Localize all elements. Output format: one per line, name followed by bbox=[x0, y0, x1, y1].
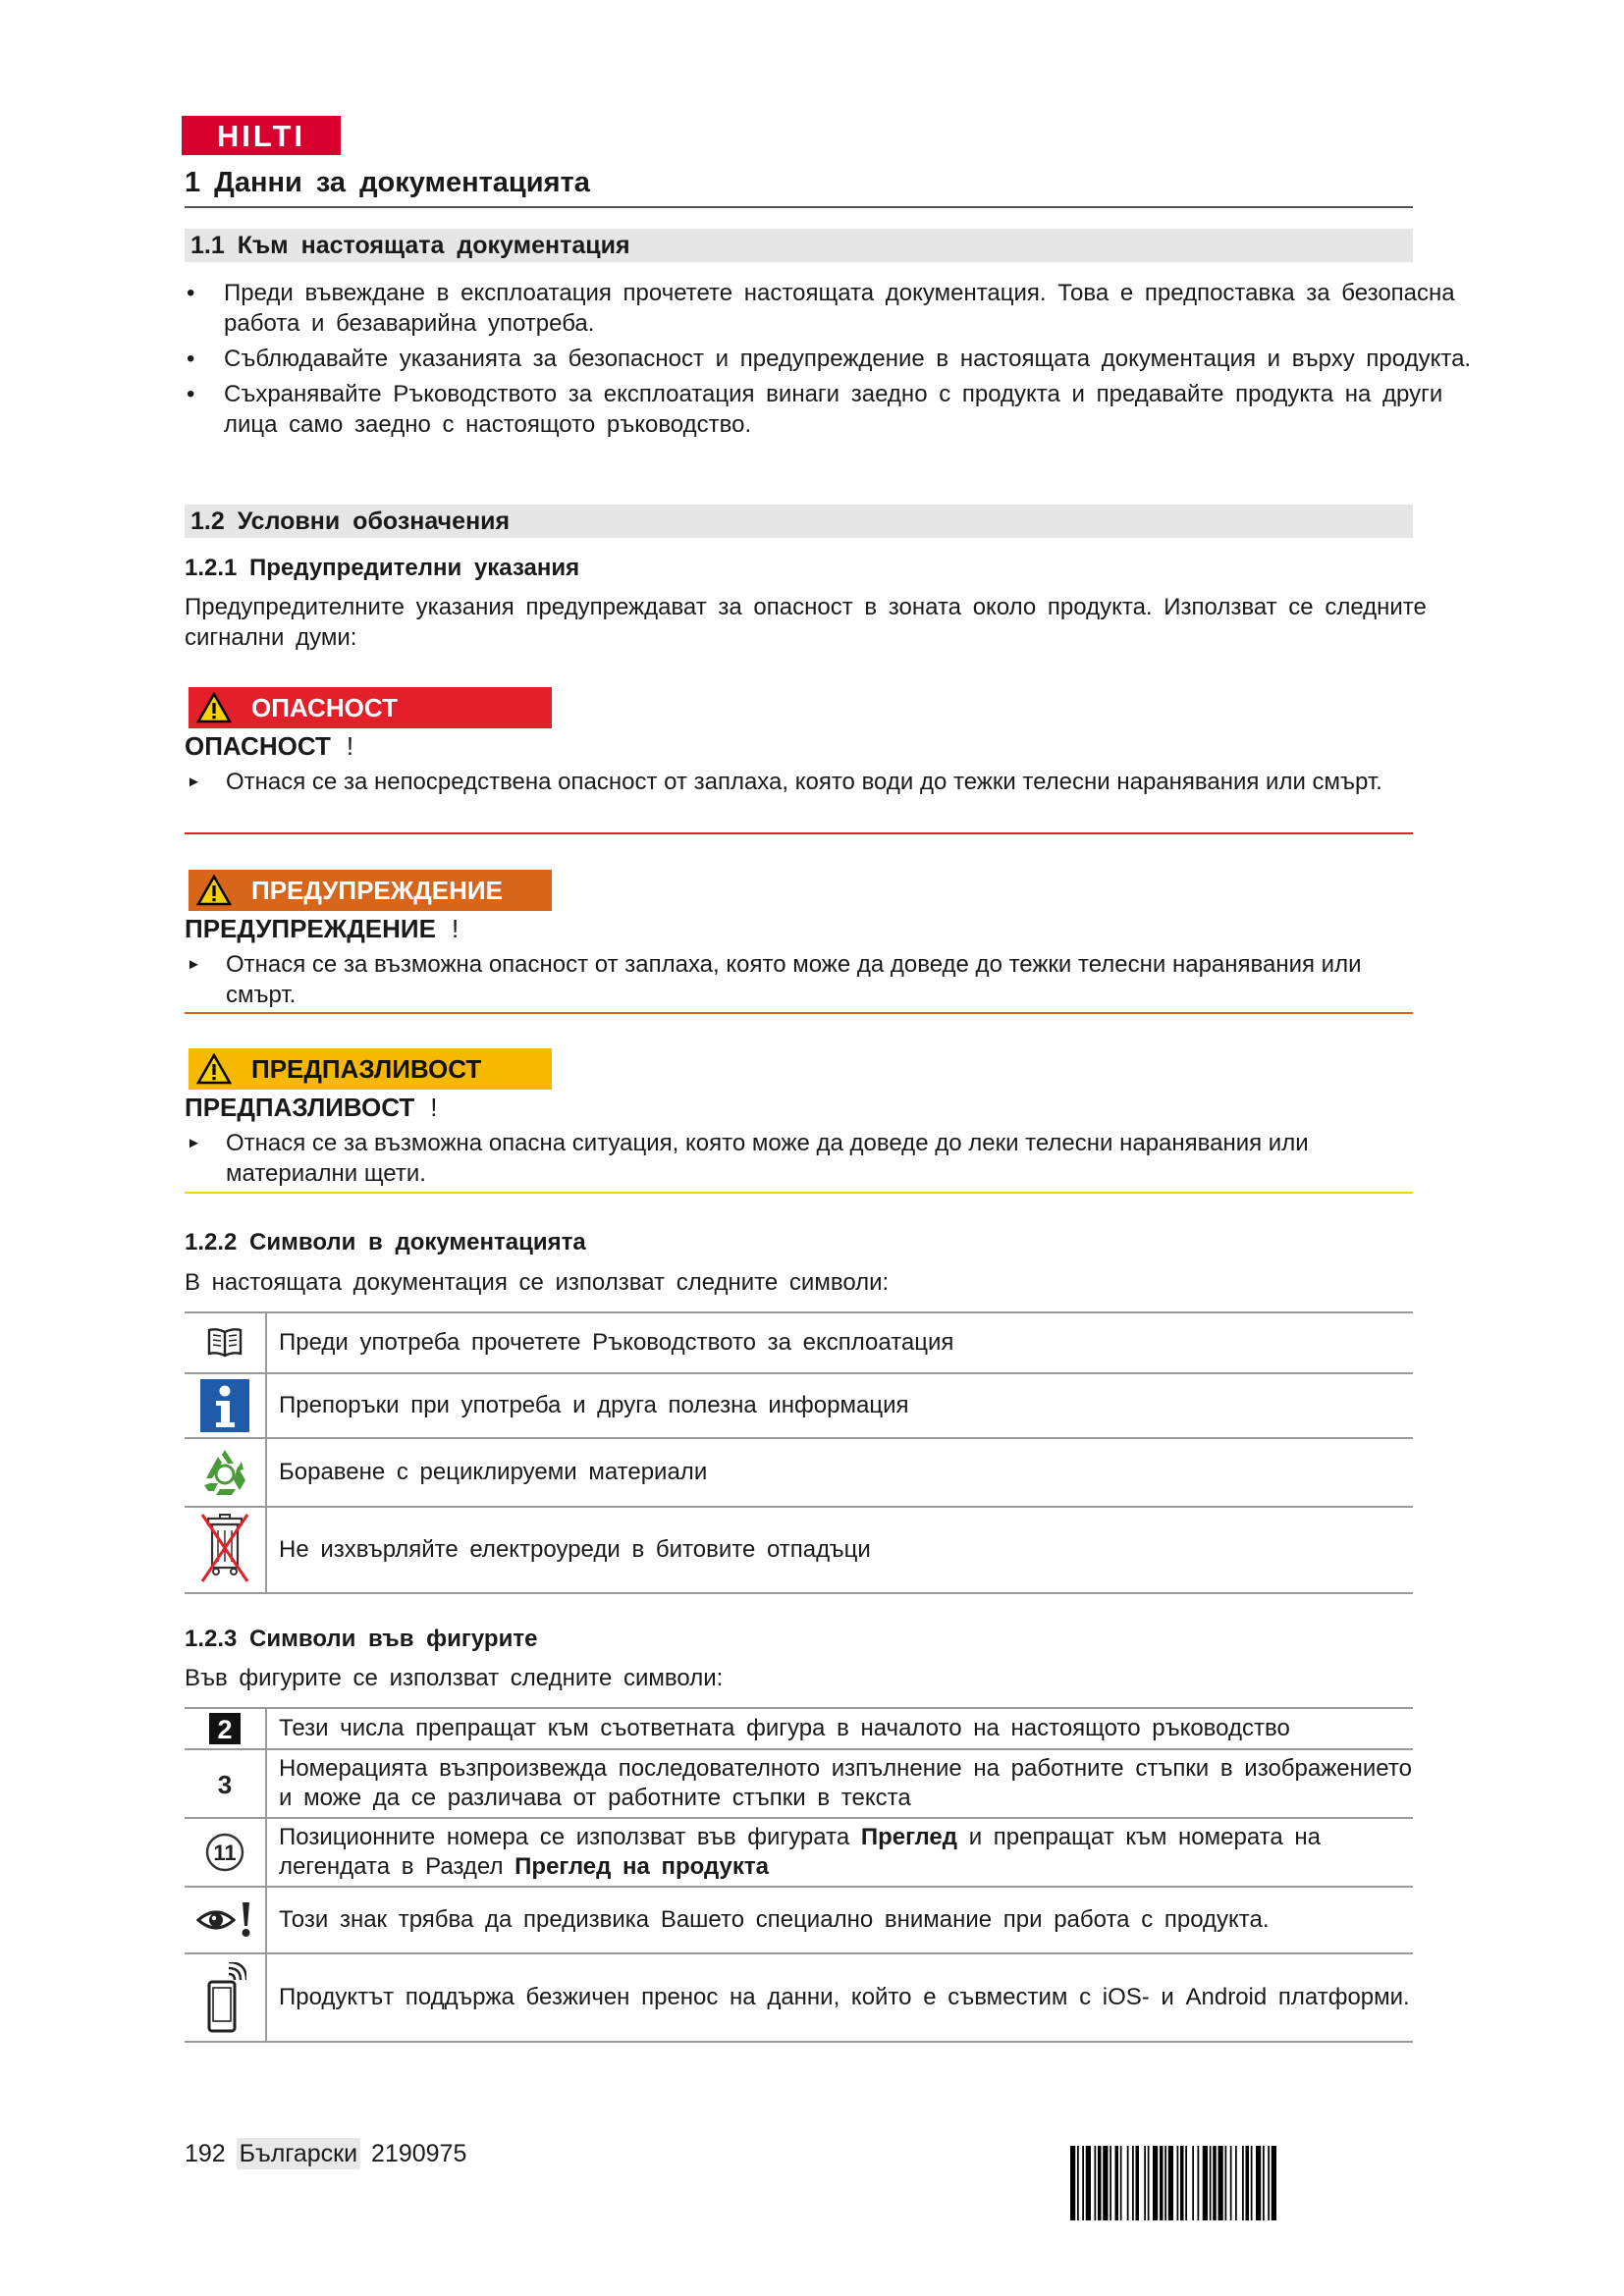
danger-rule bbox=[185, 832, 1413, 834]
wireless-phone-icon bbox=[203, 1962, 246, 2033]
barcode-bar bbox=[1168, 2146, 1173, 2220]
barcode-bar bbox=[1213, 2146, 1217, 2220]
table-row bbox=[185, 1373, 1413, 1438]
chapter-heading: 1 Данни за документацията bbox=[185, 167, 590, 198]
table-row bbox=[185, 1818, 1413, 1887]
barcode-bar bbox=[1198, 2146, 1200, 2220]
figure-number-icon bbox=[209, 1713, 241, 1744]
footer-language: Български bbox=[237, 2138, 360, 2169]
figure-symbols-table bbox=[185, 1707, 1413, 2043]
page-footer bbox=[185, 2140, 466, 2168]
warning-word: ПРЕДУПРЕЖДЕНИЕ ! bbox=[185, 914, 460, 943]
crossed-bin-icon bbox=[200, 1513, 249, 1587]
barcode-bar bbox=[1256, 2146, 1261, 2220]
section-1-1-heading: 1.1 Към настоящата документация bbox=[185, 229, 1413, 262]
warning-description: ► Отнася се за възможна опасност от заплаха, която може да доведе до тежки телесни наранявания или смърт. bbox=[187, 951, 1362, 1008]
bullet-item: • Съблюдавайте указанията за безопасност и предупреждение в настоящата документация и върху продукта. bbox=[185, 344, 1490, 374]
hilti-logo: HILTI bbox=[182, 116, 341, 155]
figure-symbols-intro: Във фигурите се използват следните символи: bbox=[185, 1665, 724, 1691]
warning-signal-bar: ПРЕДУПРЕЖДЕНИЕ bbox=[189, 870, 552, 911]
danger-description: ► Отнася се за непосредствена опасност от заплаха, която води до тежки телесни наранявания или смърт. bbox=[187, 769, 1382, 795]
attention-eye-icon bbox=[196, 1900, 253, 1940]
barcode-bar bbox=[1235, 2146, 1237, 2220]
table-row bbox=[185, 1887, 1413, 1953]
caution-rule bbox=[185, 1192, 1413, 1194]
section-1-2-heading: 1.2 Условни обозначения bbox=[185, 505, 1413, 538]
warning-triangle-icon bbox=[196, 1053, 232, 1085]
doc-symbols-intro: В настоящата документация се използват следните символи: bbox=[185, 1269, 890, 1296]
doc-number: 2190975 bbox=[371, 2140, 467, 2167]
doc-symbols-table bbox=[185, 1311, 1413, 1594]
barcode-bar bbox=[1136, 2146, 1140, 2220]
barcode-bar bbox=[1218, 2146, 1223, 2220]
figure-number-badge: 2 bbox=[217, 1715, 233, 1744]
barcode-bar bbox=[1230, 2146, 1232, 2220]
barcode-bar bbox=[1086, 2146, 1091, 2220]
caution-signal-bar: ПРЕДПАЗЛИВОСТ bbox=[189, 1048, 552, 1090]
barcode-bar bbox=[1082, 2146, 1084, 2220]
barcode-bar bbox=[1103, 2146, 1108, 2220]
symbol-description: Продуктът поддържа безжичен пренос на данни, който е съвместим с iOS- и Android платформи. bbox=[266, 1953, 1413, 2042]
barcode-bar bbox=[1144, 2146, 1146, 2220]
barcode-bar bbox=[1251, 2146, 1253, 2220]
barcode-bar bbox=[1070, 2146, 1075, 2220]
position-number-badge: 11 bbox=[213, 1841, 237, 1865]
symbol-description: Преди употреба прочетете Ръководството за експлоатация bbox=[266, 1312, 1413, 1373]
barcode-bar bbox=[1242, 2146, 1244, 2220]
barcode-bar bbox=[1164, 2146, 1166, 2220]
bullet-item: • Съхранявайте Ръководството за експлоатация винаги заедно с продукта и предавайте продукта на други лица само заедно с настоящото ръководство. bbox=[185, 379, 1490, 440]
barcode-bar bbox=[1132, 2146, 1134, 2220]
danger-word: ОПАСНОСТ ! bbox=[185, 731, 354, 761]
barcode-bar bbox=[1148, 2146, 1150, 2220]
table-row bbox=[185, 1749, 1413, 1818]
warnings-intro: Предупредителните указания предупреждават за опасност в зоната около продукта. Използват се следните сигнални думи: bbox=[185, 594, 1427, 651]
barcode-bar bbox=[1268, 2146, 1270, 2220]
barcode-bar bbox=[1210, 2146, 1212, 2220]
table-row bbox=[185, 1708, 1413, 1749]
symbol-description: Този знак трябва да предизвика Вашето специално внимание при работа с продукта. bbox=[266, 1887, 1413, 1953]
barcode-bar bbox=[1185, 2146, 1187, 2220]
warning-triangle-icon bbox=[196, 875, 232, 906]
barcode-bar bbox=[1098, 2146, 1102, 2220]
symbol-description: Тези числа препращат към съответната фигура в началото на настоящото ръководство bbox=[266, 1708, 1413, 1749]
barcode-bar bbox=[1160, 2146, 1164, 2220]
step-number-badge: 3 bbox=[217, 1770, 233, 1799]
page-number: 192 bbox=[185, 2140, 226, 2167]
barcode-bar bbox=[1115, 2146, 1119, 2220]
barcode-bar bbox=[1180, 2146, 1184, 2220]
barcode-bar bbox=[1203, 2146, 1208, 2220]
caution-description: ► Отнася се за възможна опасна ситуация, която може да доведе до леки телесни наранявания или материални щети. bbox=[187, 1130, 1309, 1187]
table-row bbox=[185, 1438, 1413, 1507]
symbol-description: Позиционните номера се използват във фигурата Преглед и препращат към номерата на легендата в Раздел Преглед на продукта bbox=[266, 1818, 1413, 1887]
symbol-description: Препоръки при употреба и друга полезна информация bbox=[266, 1373, 1413, 1438]
position-number-icon bbox=[204, 1832, 245, 1873]
table-row bbox=[185, 1507, 1413, 1593]
barcode-bar bbox=[1272, 2146, 1276, 2220]
table-row bbox=[185, 1312, 1413, 1373]
documentation-bullets bbox=[185, 278, 1490, 445]
recycle-icon bbox=[198, 1446, 251, 1499]
chapter-divider bbox=[185, 206, 1413, 208]
warning-rule bbox=[185, 1012, 1413, 1014]
barcode-bar bbox=[1110, 2146, 1111, 2220]
section-1-2-2-heading: 1.2.2 Символи в документацията bbox=[185, 1229, 586, 1255]
symbol-description: Не изхвърляйте електроуреди в битовите отпадъци bbox=[266, 1507, 1413, 1593]
symbol-description: Боравене с рециклируеми материали bbox=[266, 1438, 1413, 1507]
symbol-description: Номерацията възпроизвежда последователното изпълнение на работните стъпки в изображението и може да се различава от работните стъпки в текста bbox=[266, 1749, 1413, 1818]
barcode-bar bbox=[1263, 2146, 1265, 2220]
barcode-bar bbox=[1127, 2146, 1129, 2220]
barcode-bar bbox=[1095, 2146, 1097, 2220]
info-icon bbox=[200, 1379, 249, 1432]
barcode-bar bbox=[1192, 2146, 1194, 2220]
barcode bbox=[1070, 2146, 1412, 2220]
section-1-2-1-heading: 1.2.1 Предупредителни указания bbox=[185, 555, 580, 581]
barcode-bar bbox=[1177, 2146, 1179, 2220]
warning-triangle-icon bbox=[196, 692, 232, 723]
barcode-bar bbox=[1153, 2146, 1158, 2220]
danger-signal-bar: ОПАСНОСТ bbox=[189, 687, 552, 728]
barcode-bar bbox=[1225, 2146, 1227, 2220]
barcode-bar bbox=[1246, 2146, 1250, 2220]
caution-word: ПРЕДПАЗЛИВОСТ ! bbox=[185, 1093, 438, 1122]
manual-book-icon bbox=[205, 1326, 244, 1360]
step-number-icon bbox=[210, 1768, 240, 1799]
bullet-item: • Преди въвеждане в експлоатация прочетете настоящата документация. Това е предпоставка за безопасна работа и безаварийна употреба. bbox=[185, 278, 1490, 339]
barcode-bar bbox=[1120, 2146, 1122, 2220]
section-1-2-3-heading: 1.2.3 Символи във фигурите bbox=[185, 1626, 538, 1652]
barcode-bar bbox=[1077, 2146, 1079, 2220]
table-row bbox=[185, 1953, 1413, 2042]
